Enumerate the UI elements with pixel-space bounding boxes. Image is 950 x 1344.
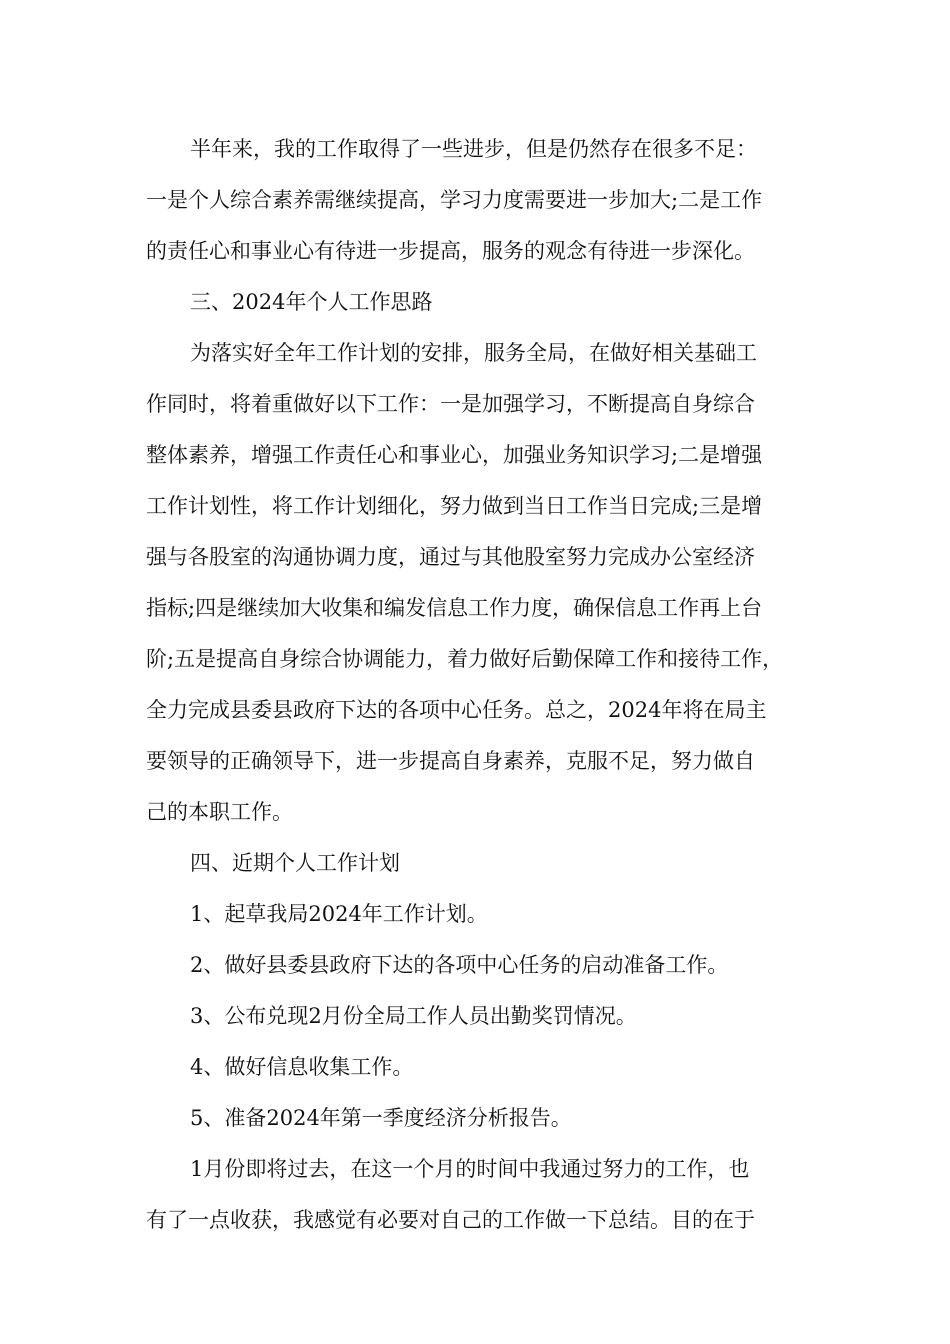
list-item-4 <box>146 1042 826 1093</box>
text-line: 指标;四是继续加大收集和编发信息工作力度，确保信息工作再上台 <box>146 596 763 620</box>
heading-section-3 <box>146 277 826 328</box>
list-item-2 <box>146 940 826 991</box>
list-item-3 <box>146 991 826 1042</box>
text-line: 整体素养，增强工作责任心和事业心，加强业务知识学习;二是增强 <box>146 443 763 467</box>
text-line: 为落实好全年工作计划的安排，服务全局，在做好相关基础工 <box>190 341 757 365</box>
section-heading: 四、近期个人工作计划 <box>190 851 400 875</box>
text-line: 要领导的正确领导下，进一步提高自身素养，克服不足，努力做自 <box>146 749 755 773</box>
list-item: 4、做好信息收集工作。 <box>190 1055 414 1079</box>
text-line: 作同时，将着重做好以下工作：一是加强学习，不断提高自身综合 <box>146 392 755 416</box>
section-heading: 三、2024年个人工作思路 <box>190 290 433 314</box>
text-line: 己的本职工作。 <box>146 800 293 824</box>
text-line: 有了一点收获，我感觉有必要对自己的工作做一下总结。目的在于 <box>146 1208 755 1232</box>
paragraph-january-summary <box>146 1144 826 1246</box>
text-line: 全力完成县委县政府下达的各项中心任务。总之，2024年将在局主 <box>146 698 767 722</box>
heading-section-4 <box>146 838 826 889</box>
text-line: 一是个人综合素养需继续提高，学习力度需要进一步加大;二是工作 <box>146 188 763 212</box>
text-line: 的责任心和事业心有待进一步提高，服务的观念有待进一步深化。 <box>146 239 755 263</box>
text-line: 阶;五是提高自身综合协调能力，着力做好后勤保障工作和接待工作， <box>146 647 784 671</box>
list-item-5 <box>146 1093 826 1144</box>
text-line: 1月份即将过去，在这一个月的时间中我通过努力的工作，也 <box>190 1157 750 1181</box>
list-item: 3、公布兑现2月份全局工作人员出勤奖罚情况。 <box>190 1004 637 1028</box>
text-line: 半年来，我的工作取得了一些进步，但是仍然存在很多不足： <box>190 137 757 161</box>
paragraph-work-plan <box>146 328 826 838</box>
list-item-1 <box>146 889 826 940</box>
text-line: 工作计划性，将工作计划细化，努力做到当日工作当日完成;三是增 <box>146 494 763 518</box>
list-item: 5、准备2024年第一季度经济分析报告。 <box>190 1106 572 1130</box>
list-item: 1、起草我局2024年工作计划。 <box>190 902 488 926</box>
text-line: 强与各股室的沟通协调力度，通过与其他股室努力完成办公室经济 <box>146 545 755 569</box>
document-body <box>146 124 826 1246</box>
paragraph-shortcomings <box>146 124 826 277</box>
list-item: 2、做好县委县政府下达的各项中心任务的启动准备工作。 <box>190 953 729 977</box>
